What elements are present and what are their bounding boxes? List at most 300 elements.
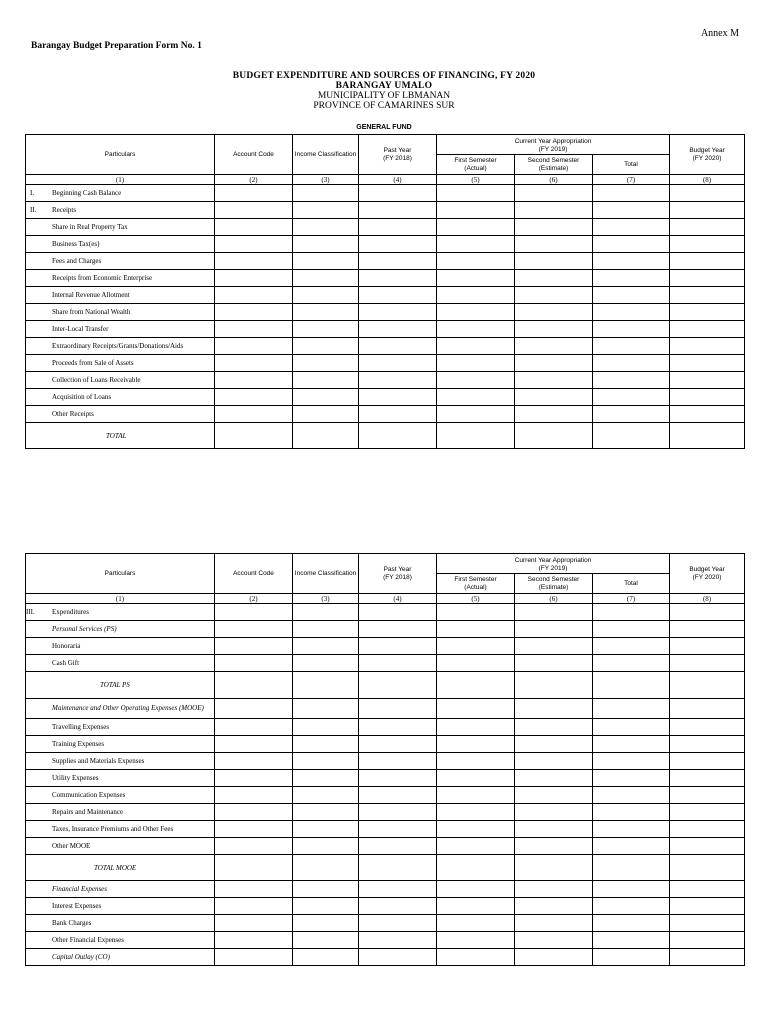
cell[interactable] — [293, 881, 359, 898]
cell[interactable] — [215, 804, 293, 821]
cell[interactable] — [437, 915, 515, 932]
table-row — [26, 638, 745, 655]
col-header-account-code: Account Code — [215, 135, 293, 175]
row-label-expenditures: III. Expenditures — [26, 604, 215, 621]
col-num: (8) — [670, 175, 745, 185]
cell[interactable] — [437, 932, 515, 949]
cell[interactable] — [293, 219, 359, 236]
row-label-total: TOTAL — [26, 423, 215, 449]
table-row-total — [26, 672, 745, 699]
cell[interactable] — [593, 219, 670, 236]
cell[interactable] — [593, 915, 670, 932]
cell[interactable] — [359, 236, 437, 253]
cell[interactable] — [437, 787, 515, 804]
cell[interactable] — [359, 719, 437, 736]
cell[interactable] — [670, 770, 745, 787]
cell[interactable] — [215, 838, 293, 855]
cell[interactable] — [359, 949, 437, 966]
cell[interactable] — [515, 804, 593, 821]
cell[interactable] — [515, 770, 593, 787]
cell[interactable] — [215, 655, 293, 672]
cell[interactable] — [670, 672, 745, 699]
cell[interactable] — [293, 753, 359, 770]
cell[interactable] — [293, 915, 359, 932]
cell[interactable] — [359, 753, 437, 770]
cell[interactable] — [593, 185, 670, 202]
cell[interactable] — [515, 287, 593, 304]
cell[interactable] — [359, 770, 437, 787]
cell[interactable] — [359, 672, 437, 699]
col-num: (6) — [515, 594, 593, 604]
cell[interactable] — [215, 699, 293, 719]
cell[interactable] — [215, 638, 293, 655]
cell[interactable] — [437, 321, 515, 338]
cell[interactable] — [215, 287, 293, 304]
cell[interactable] — [593, 304, 670, 321]
cell[interactable] — [437, 855, 515, 881]
cell[interactable] — [437, 655, 515, 672]
cell[interactable] — [437, 949, 515, 966]
cell[interactable] — [215, 202, 293, 219]
column-number-row — [26, 175, 745, 185]
cell[interactable] — [293, 855, 359, 881]
cell[interactable] — [593, 898, 670, 915]
cell[interactable] — [515, 621, 593, 638]
cell[interactable] — [293, 736, 359, 753]
cell[interactable] — [593, 719, 670, 736]
cell[interactable] — [515, 736, 593, 753]
cell[interactable] — [359, 638, 437, 655]
row-label: Share in Real Property Tax — [26, 219, 215, 236]
document-title: BUDGET EXPENDITURE AND SOURCES OF FINANCING, FY 2020 — [232, 71, 536, 81]
cell[interactable] — [359, 855, 437, 881]
col-header-past-year: Past Year (FY 2018) — [359, 554, 437, 594]
form-number: Barangay Budget Preparation Form No. 1 — [31, 41, 202, 51]
table-row — [26, 219, 745, 236]
cell[interactable] — [593, 855, 670, 881]
row-label: Extraordinary Receipts/Grants/Donations/Aids — [26, 338, 215, 355]
cell[interactable] — [670, 655, 745, 672]
cell[interactable] — [359, 219, 437, 236]
cell[interactable] — [293, 321, 359, 338]
cell[interactable] — [293, 672, 359, 699]
cell[interactable] — [437, 821, 515, 838]
col-header-current-year: Current Year Appropriation (FY 2019) — [437, 135, 670, 155]
cell[interactable] — [215, 821, 293, 838]
cell[interactable] — [437, 638, 515, 655]
cell[interactable] — [215, 604, 293, 621]
cell[interactable] — [515, 406, 593, 423]
cell[interactable] — [359, 423, 437, 449]
cell[interactable] — [293, 185, 359, 202]
cell[interactable] — [515, 270, 593, 287]
cell[interactable] — [670, 253, 745, 270]
cell[interactable] — [670, 389, 745, 406]
cell[interactable] — [293, 355, 359, 372]
cell[interactable] — [670, 821, 745, 838]
cell[interactable] — [293, 338, 359, 355]
row-label: Share from National Wealth — [26, 304, 215, 321]
cell[interactable] — [670, 236, 745, 253]
col-header-second-semester: Second Semester (Estimate) — [515, 155, 593, 175]
cell[interactable] — [293, 932, 359, 949]
cell[interactable] — [515, 202, 593, 219]
cell[interactable] — [515, 932, 593, 949]
cell[interactable] — [359, 321, 437, 338]
table-row — [26, 236, 745, 253]
cell[interactable] — [437, 719, 515, 736]
cell[interactable] — [437, 389, 515, 406]
cell[interactable] — [670, 898, 745, 915]
cell[interactable] — [215, 672, 293, 699]
cell[interactable] — [593, 672, 670, 699]
cell[interactable] — [215, 304, 293, 321]
cell[interactable] — [437, 423, 515, 449]
cell[interactable] — [359, 372, 437, 389]
cell[interactable] — [293, 699, 359, 719]
table-row — [26, 406, 745, 423]
cell[interactable] — [670, 185, 745, 202]
cell[interactable] — [215, 236, 293, 253]
cell[interactable] — [293, 202, 359, 219]
cell[interactable] — [593, 355, 670, 372]
cell[interactable] — [437, 604, 515, 621]
cell[interactable] — [215, 423, 293, 449]
cell[interactable] — [215, 855, 293, 881]
cell[interactable] — [515, 219, 593, 236]
table-row — [26, 804, 745, 821]
table-row — [26, 304, 745, 321]
cell[interactable] — [437, 304, 515, 321]
cell[interactable] — [359, 932, 437, 949]
cell[interactable] — [593, 838, 670, 855]
cell[interactable] — [359, 838, 437, 855]
cell[interactable] — [293, 949, 359, 966]
cell[interactable] — [515, 753, 593, 770]
cell[interactable] — [359, 389, 437, 406]
cell[interactable] — [593, 699, 670, 719]
cell[interactable] — [670, 423, 745, 449]
cell[interactable] — [670, 753, 745, 770]
cell[interactable] — [359, 915, 437, 932]
cell[interactable] — [593, 932, 670, 949]
cell[interactable] — [593, 338, 670, 355]
cell[interactable] — [215, 719, 293, 736]
cell[interactable] — [437, 804, 515, 821]
cell[interactable] — [437, 881, 515, 898]
row-label: Utility Expenses — [26, 770, 215, 787]
cell[interactable] — [593, 423, 670, 449]
cell[interactable] — [593, 753, 670, 770]
cell[interactable] — [359, 736, 437, 753]
cell[interactable] — [593, 372, 670, 389]
cell[interactable] — [437, 338, 515, 355]
cell[interactable] — [515, 699, 593, 719]
cell[interactable] — [593, 881, 670, 898]
col-header-particulars: Particulars — [26, 554, 215, 594]
cell[interactable] — [515, 638, 593, 655]
cell[interactable] — [515, 389, 593, 406]
cell[interactable] — [215, 736, 293, 753]
cell[interactable] — [359, 202, 437, 219]
cell[interactable] — [515, 949, 593, 966]
cell[interactable] — [215, 932, 293, 949]
col-num: (7) — [593, 175, 670, 185]
cell[interactable] — [293, 406, 359, 423]
col-num: (5) — [437, 175, 515, 185]
cell[interactable] — [215, 898, 293, 915]
cell[interactable] — [593, 787, 670, 804]
cell[interactable] — [293, 270, 359, 287]
cell[interactable] — [515, 821, 593, 838]
cell[interactable] — [437, 270, 515, 287]
cell[interactable] — [437, 236, 515, 253]
cell[interactable] — [670, 932, 745, 949]
cell[interactable] — [359, 304, 437, 321]
cell[interactable] — [359, 406, 437, 423]
cell[interactable] — [215, 770, 293, 787]
cell[interactable] — [359, 185, 437, 202]
cell[interactable] — [293, 621, 359, 638]
cell[interactable] — [293, 423, 359, 449]
cell[interactable] — [593, 287, 670, 304]
cell[interactable] — [593, 406, 670, 423]
cell[interactable] — [437, 898, 515, 915]
row-label: Interest Expenses — [26, 898, 215, 915]
cell[interactable] — [293, 236, 359, 253]
cell[interactable] — [593, 770, 670, 787]
cell[interactable] — [215, 787, 293, 804]
cell[interactable] — [670, 804, 745, 821]
cell[interactable] — [670, 915, 745, 932]
cell[interactable] — [515, 881, 593, 898]
cell[interactable] — [215, 338, 293, 355]
table-row — [26, 949, 745, 966]
cell[interactable] — [670, 219, 745, 236]
table-row — [26, 202, 745, 219]
cell[interactable] — [215, 389, 293, 406]
cell[interactable] — [437, 736, 515, 753]
cell[interactable] — [293, 787, 359, 804]
table-row — [26, 787, 745, 804]
cell[interactable] — [215, 372, 293, 389]
cell[interactable] — [593, 949, 670, 966]
cell[interactable] — [670, 736, 745, 753]
cell[interactable] — [359, 655, 437, 672]
cell[interactable] — [515, 372, 593, 389]
cell[interactable] — [359, 355, 437, 372]
table-row — [26, 915, 745, 932]
cell[interactable] — [515, 338, 593, 355]
col-header-first-semester: First Semester (Actual) — [437, 155, 515, 175]
cell[interactable] — [515, 838, 593, 855]
annex-label: Annex M — [700, 28, 739, 39]
row-label: Acquisition of Loans — [26, 389, 215, 406]
cell[interactable] — [515, 787, 593, 804]
col-num: (4) — [359, 594, 437, 604]
cell[interactable] — [359, 253, 437, 270]
cell[interactable] — [515, 185, 593, 202]
cell[interactable] — [293, 655, 359, 672]
cell[interactable] — [215, 753, 293, 770]
cell[interactable] — [593, 736, 670, 753]
cell[interactable] — [593, 270, 670, 287]
cell[interactable] — [215, 881, 293, 898]
cell[interactable] — [293, 838, 359, 855]
row-label: Communication Expenses — [26, 787, 215, 804]
barangay-name: BARANGAY UMALO — [335, 81, 433, 91]
cell[interactable] — [215, 253, 293, 270]
cell[interactable] — [593, 389, 670, 406]
cell[interactable] — [215, 406, 293, 423]
fund-label: GENERAL FUND — [356, 124, 412, 131]
table-row — [26, 287, 745, 304]
cell[interactable] — [515, 915, 593, 932]
cell[interactable] — [359, 287, 437, 304]
cell[interactable] — [670, 406, 745, 423]
row-label: Collection of Loans Receivable — [26, 372, 215, 389]
cell[interactable] — [670, 638, 745, 655]
cell[interactable] — [293, 604, 359, 621]
table-row — [26, 699, 745, 719]
cell[interactable] — [515, 855, 593, 881]
cell[interactable] — [215, 915, 293, 932]
cell[interactable] — [670, 604, 745, 621]
cell[interactable] — [293, 804, 359, 821]
cell[interactable] — [293, 898, 359, 915]
cell[interactable] — [293, 253, 359, 270]
cell[interactable] — [670, 270, 745, 287]
cell[interactable] — [437, 699, 515, 719]
cell[interactable] — [670, 321, 745, 338]
cell[interactable] — [670, 787, 745, 804]
cell[interactable] — [437, 287, 515, 304]
cell[interactable] — [359, 821, 437, 838]
row-label: Other Financial Expenses — [26, 932, 215, 949]
cell[interactable] — [593, 202, 670, 219]
cell[interactable] — [593, 621, 670, 638]
cell[interactable] — [359, 881, 437, 898]
table-row — [26, 881, 745, 898]
cell[interactable] — [215, 621, 293, 638]
cell[interactable] — [359, 787, 437, 804]
cell[interactable] — [359, 621, 437, 638]
receipts-table — [25, 134, 745, 449]
cell[interactable] — [215, 355, 293, 372]
cell[interactable] — [437, 219, 515, 236]
cell[interactable] — [670, 202, 745, 219]
row-label-ps: Personal Services (PS) — [26, 621, 215, 638]
cell[interactable] — [515, 604, 593, 621]
cell[interactable] — [670, 949, 745, 966]
cell[interactable] — [215, 949, 293, 966]
cell[interactable] — [293, 304, 359, 321]
cell[interactable] — [515, 655, 593, 672]
cell[interactable] — [593, 604, 670, 621]
col-header-current-year: Current Year Appropriation (FY 2019) — [437, 554, 670, 574]
cell[interactable] — [593, 655, 670, 672]
cell[interactable] — [437, 838, 515, 855]
cell[interactable] — [670, 355, 745, 372]
cell[interactable] — [293, 287, 359, 304]
cell[interactable] — [293, 821, 359, 838]
cell[interactable] — [593, 804, 670, 821]
cell[interactable] — [437, 753, 515, 770]
cell[interactable] — [293, 372, 359, 389]
cell[interactable] — [515, 253, 593, 270]
cell[interactable] — [593, 236, 670, 253]
cell[interactable] — [437, 672, 515, 699]
cell[interactable] — [293, 638, 359, 655]
row-label: Bank Charges — [26, 915, 215, 932]
cell[interactable] — [437, 202, 515, 219]
cell[interactable] — [515, 321, 593, 338]
cell[interactable] — [515, 304, 593, 321]
cell[interactable] — [515, 423, 593, 449]
cell[interactable] — [670, 838, 745, 855]
cell[interactable] — [215, 321, 293, 338]
cell[interactable] — [670, 855, 745, 881]
cell[interactable] — [670, 287, 745, 304]
cell[interactable] — [593, 321, 670, 338]
cell[interactable] — [437, 406, 515, 423]
cell[interactable] — [293, 770, 359, 787]
cell[interactable] — [215, 219, 293, 236]
cell[interactable] — [670, 699, 745, 719]
cell[interactable] — [670, 881, 745, 898]
expenditures-table — [25, 553, 745, 966]
cell[interactable] — [437, 770, 515, 787]
cell[interactable] — [359, 804, 437, 821]
cell[interactable] — [437, 372, 515, 389]
table-row — [26, 655, 745, 672]
col-header-account-code: Account Code — [215, 554, 293, 594]
cell[interactable] — [437, 621, 515, 638]
table-row — [26, 736, 745, 753]
cell[interactable] — [515, 236, 593, 253]
cell[interactable] — [593, 821, 670, 838]
table-row — [26, 838, 745, 855]
cell[interactable] — [670, 304, 745, 321]
cell[interactable] — [215, 270, 293, 287]
cell[interactable] — [515, 355, 593, 372]
cell[interactable] — [293, 389, 359, 406]
table-row — [26, 770, 745, 787]
cell[interactable] — [359, 270, 437, 287]
cell[interactable] — [437, 355, 515, 372]
cell[interactable] — [670, 338, 745, 355]
cell[interactable] — [515, 672, 593, 699]
cell[interactable] — [359, 604, 437, 621]
table-row — [26, 389, 745, 406]
cell[interactable] — [437, 253, 515, 270]
cell[interactable] — [670, 719, 745, 736]
cell[interactable] — [215, 185, 293, 202]
cell[interactable] — [293, 719, 359, 736]
cell[interactable] — [593, 638, 670, 655]
cell[interactable] — [670, 621, 745, 638]
cell[interactable] — [515, 898, 593, 915]
cell[interactable] — [359, 898, 437, 915]
cell[interactable] — [670, 372, 745, 389]
cell[interactable] — [593, 253, 670, 270]
cell[interactable] — [359, 699, 437, 719]
table-row — [26, 270, 745, 287]
municipality-name: MUNICIPALITY OF LBMANAN — [317, 91, 451, 101]
cell[interactable] — [359, 338, 437, 355]
cell[interactable] — [515, 719, 593, 736]
cell[interactable] — [437, 185, 515, 202]
